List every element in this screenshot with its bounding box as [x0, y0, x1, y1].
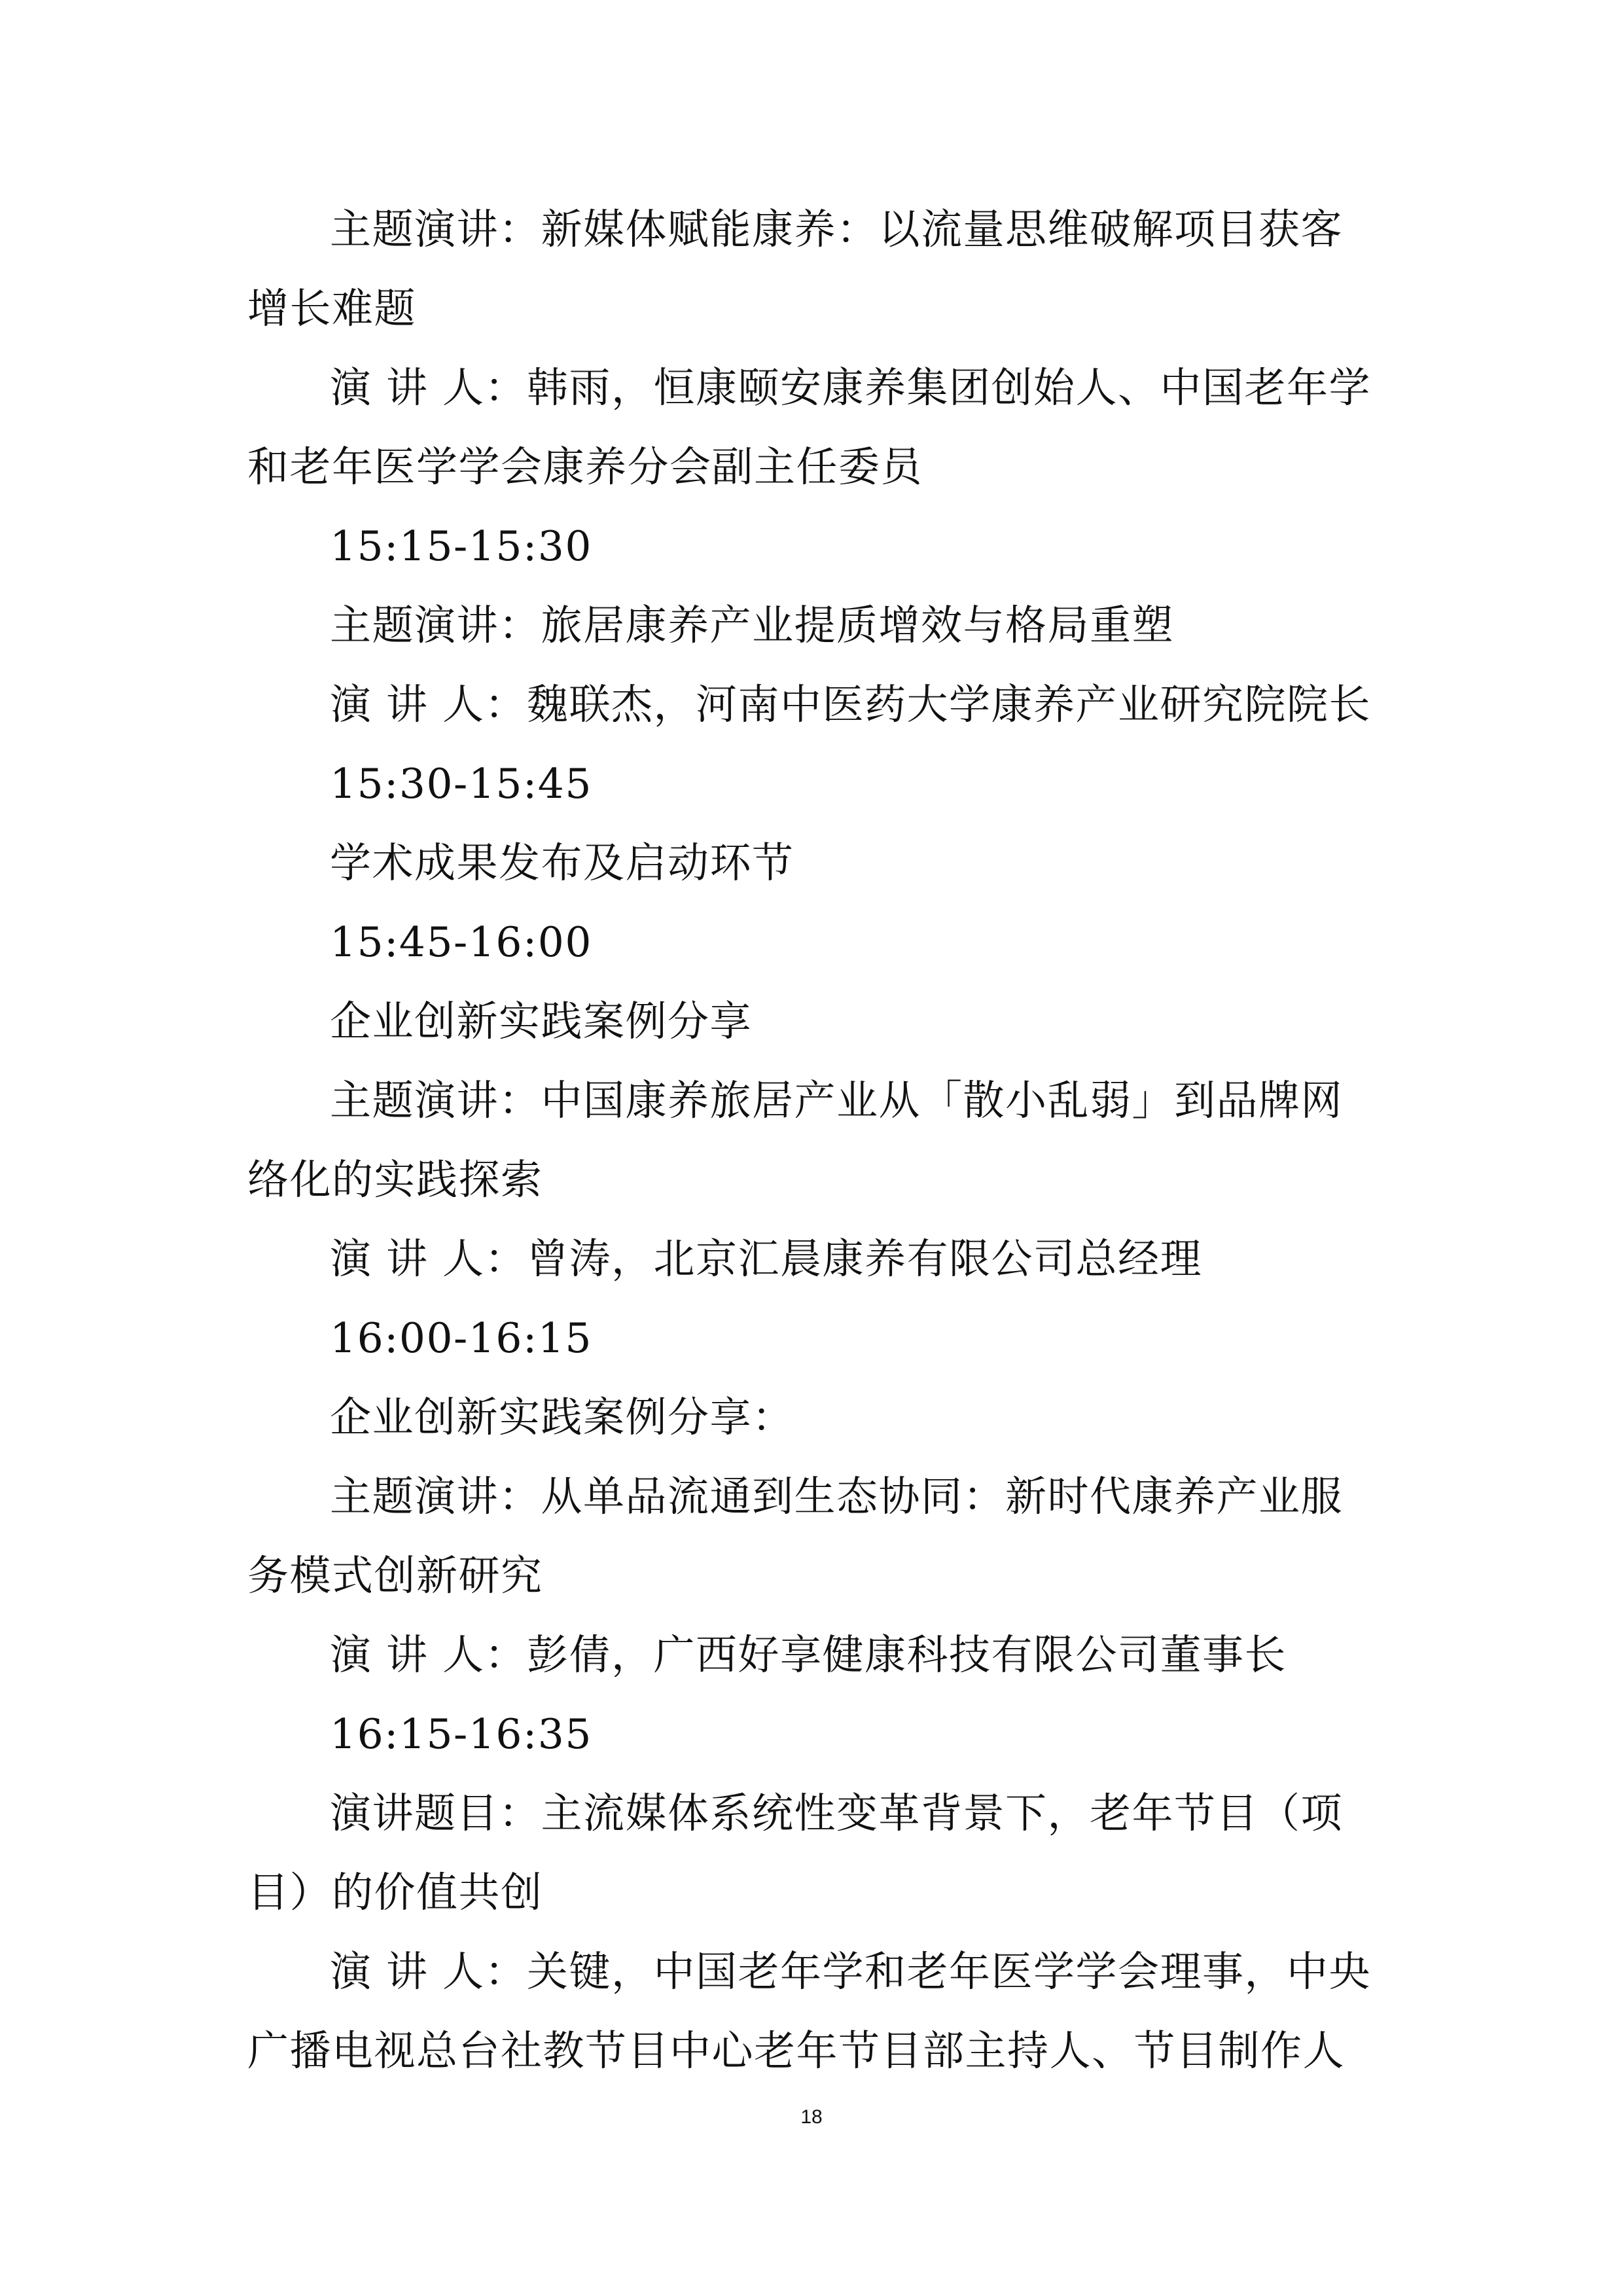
- speaker-paragraph: 演 讲 人：韩雨，恒康颐安康养集团创始人、中国老年学和老年医学学会康养分会副主任委员: [247, 364, 1372, 491]
- speaker-paragraph: 演 讲 人：曾涛，北京汇晨康养有限公司总经理: [330, 1235, 1203, 1283]
- time-slot: 15:30-15:45: [330, 760, 592, 808]
- keynote-title-paragraph: 主题演讲：旅居康养产业提质增效与格局重塑: [330, 601, 1174, 649]
- session-paragraph: 学术成果发布及启动环节: [330, 839, 794, 887]
- session-paragraph: 企业创新实践案例分享: [330, 997, 752, 1045]
- keynote-title-paragraph: 演讲题目：主流媒体系统性变革背景下，老年节目（项目）的价值共创: [247, 1789, 1343, 1916]
- speaker-paragraph: 演 讲 人：彭倩，广西好享健康科技有限公司董事长: [330, 1631, 1287, 1679]
- keynote-title-paragraph: 主题演讲：新媒体赋能康养：以流量思维破解项目获客增长难题: [247, 206, 1343, 332]
- time-slot: 15:45-16:00: [330, 918, 592, 966]
- session-paragraph: 企业创新实践案例分享：: [330, 1393, 794, 1441]
- speaker-paragraph: 演 讲 人：魏联杰，河南中医药大学康养产业研究院院长: [330, 681, 1372, 728]
- time-slot: 16:00-16:15: [330, 1314, 592, 1362]
- time-slot: 16:15-16:35: [330, 1710, 592, 1758]
- time-slot: 15:15-15:30: [330, 522, 592, 570]
- page-number: 18: [800, 2106, 823, 2128]
- document-body: [247, 190, 1376, 2090]
- keynote-title-paragraph: 主题演讲：从单品流通到生态协同：新时代康养产业服务模式创新研究: [247, 1473, 1343, 1600]
- keynote-title-paragraph: 主题演讲：中国康养旅居产业从「散小乱弱」到品牌网络化的实践探索: [247, 1077, 1343, 1204]
- speaker-paragraph: 演 讲 人：关键，中国老年学和老年医学学会理事，中央广播电视总台社教节目中心老年节目部主持人、节目制作人: [247, 1948, 1372, 2075]
